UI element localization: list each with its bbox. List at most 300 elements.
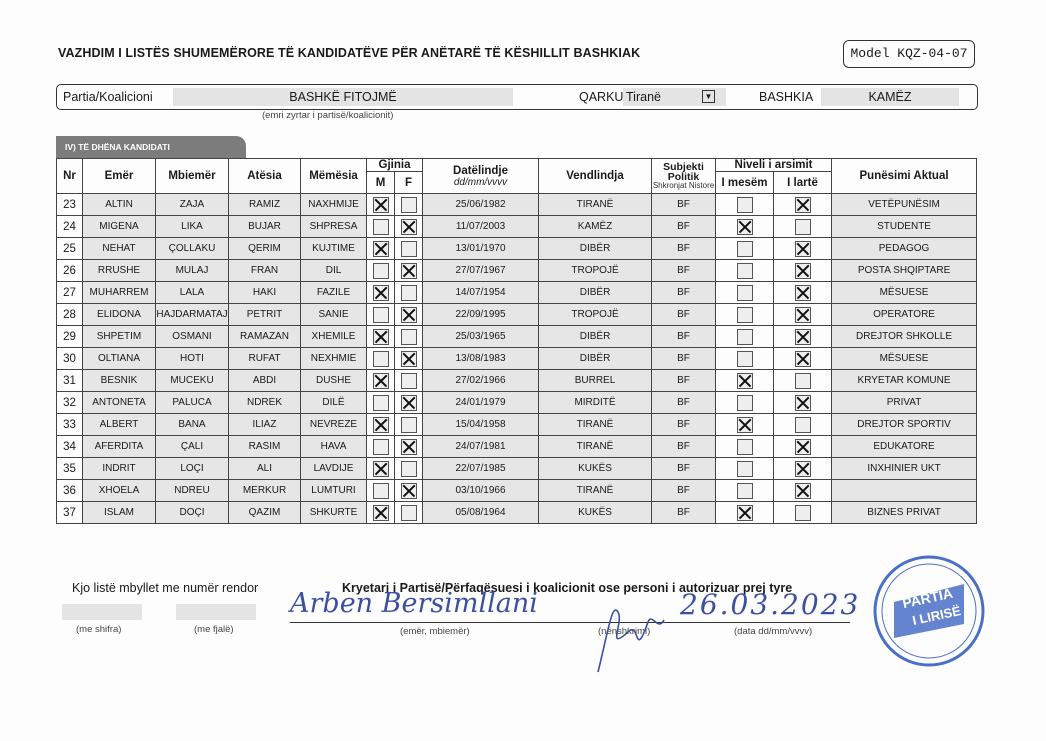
edu-mesem-cell bbox=[716, 414, 774, 436]
gender-f-cell bbox=[395, 304, 423, 326]
cell-mbiemer[interactable]: BANA bbox=[156, 414, 229, 436]
edu-mesem-checkbox[interactable] bbox=[737, 329, 753, 345]
edu-mesem-checkbox[interactable] bbox=[737, 373, 753, 389]
handwritten-date: 26.03.2023 bbox=[680, 588, 861, 621]
leader-label: Kryetari i Partisë/Përfaqësuesi i koalicionit ose personi i autorizuar prej tyre bbox=[342, 581, 793, 595]
gender-m-checkbox[interactable] bbox=[373, 373, 389, 389]
cell-place[interactable]: DIBËR bbox=[539, 238, 652, 260]
edu-mesem-checkbox[interactable] bbox=[737, 439, 753, 455]
subjekti-label: Subjekti Politik bbox=[663, 161, 704, 183]
cell-mbiemer[interactable]: ÇALI bbox=[156, 436, 229, 458]
bashkia-value[interactable]: KAMËZ bbox=[821, 88, 959, 106]
cell-mbiemer[interactable]: LIKA bbox=[156, 216, 229, 238]
cell-job[interactable]: BIZNES PRIVAT bbox=[832, 502, 977, 524]
gender-f-checkbox[interactable] bbox=[401, 417, 417, 433]
name-note: (emër, mbiemër) bbox=[400, 626, 470, 637]
cell-mbiemer[interactable]: NDREU bbox=[156, 480, 229, 502]
gender-f-cell bbox=[395, 458, 423, 480]
cell-party[interactable]: BF bbox=[652, 326, 716, 348]
edu-larte-checkbox[interactable] bbox=[795, 483, 811, 499]
edu-larte-checkbox[interactable] bbox=[795, 329, 811, 345]
edu-larte-checkbox[interactable] bbox=[795, 241, 811, 257]
edu-mesem-cell bbox=[716, 392, 774, 414]
gender-m-cell bbox=[367, 260, 395, 282]
cell-emer[interactable]: XHOELA bbox=[83, 480, 156, 502]
cell-place[interactable]: MIRDITË bbox=[539, 392, 652, 414]
table-row bbox=[57, 238, 977, 260]
cell-date[interactable]: 15/04/1958 bbox=[423, 414, 539, 436]
cell-memesia[interactable]: KUJTIME bbox=[301, 238, 367, 260]
edu-mesem-checkbox[interactable] bbox=[737, 285, 753, 301]
cell-party[interactable]: BF bbox=[652, 480, 716, 502]
cell-job[interactable] bbox=[832, 480, 977, 502]
table-row bbox=[57, 370, 977, 392]
cell-party[interactable]: BF bbox=[652, 348, 716, 370]
row-nr: 34 bbox=[57, 436, 83, 458]
edu-mesem-cell bbox=[716, 282, 774, 304]
cell-atesia[interactable]: RAMAZAN bbox=[229, 326, 301, 348]
cell-emer[interactable]: MIGENA bbox=[83, 216, 156, 238]
cell-party[interactable]: BF bbox=[652, 436, 716, 458]
qarku-value[interactable]: Tiranë bbox=[623, 88, 726, 106]
edu-larte-checkbox[interactable] bbox=[795, 351, 811, 367]
cell-place[interactable]: KAMËZ bbox=[539, 216, 652, 238]
cell-place[interactable]: TIRANË bbox=[539, 414, 652, 436]
cell-date[interactable]: 22/07/1985 bbox=[423, 458, 539, 480]
table-row bbox=[57, 480, 977, 502]
gender-m-checkbox[interactable] bbox=[373, 219, 389, 235]
edu-larte-cell bbox=[774, 260, 832, 282]
row-nr: 32 bbox=[57, 392, 83, 414]
row-nr: 26 bbox=[57, 260, 83, 282]
gender-f-checkbox[interactable] bbox=[401, 461, 417, 477]
gender-f-checkbox[interactable] bbox=[401, 329, 417, 345]
closing-label: Kjo listë mbyllet me numër rendor bbox=[72, 581, 259, 595]
cell-mbiemer[interactable]: MUCEKU bbox=[156, 370, 229, 392]
cell-place[interactable]: KUKËS bbox=[539, 458, 652, 480]
cell-memesia[interactable]: LAVDIJE bbox=[301, 458, 367, 480]
edu-larte-cell bbox=[774, 304, 832, 326]
cell-memesia[interactable]: SANIE bbox=[301, 304, 367, 326]
gender-m-cell bbox=[367, 370, 395, 392]
gender-m-checkbox[interactable] bbox=[373, 395, 389, 411]
cell-date[interactable]: 11/07/2003 bbox=[423, 216, 539, 238]
gender-m-cell bbox=[367, 392, 395, 414]
gender-m-checkbox[interactable] bbox=[373, 197, 389, 213]
cell-emer[interactable]: SHPETIM bbox=[83, 326, 156, 348]
table-row bbox=[57, 194, 977, 216]
col-vendlindja: Vendlindja bbox=[539, 159, 652, 194]
cell-party[interactable]: BF bbox=[652, 260, 716, 282]
cell-date[interactable]: 27/07/1967 bbox=[423, 260, 539, 282]
edu-mesem-cell bbox=[716, 216, 774, 238]
cell-memesia[interactable]: XHEMILE bbox=[301, 326, 367, 348]
edu-mesem-cell bbox=[716, 370, 774, 392]
cell-job[interactable]: PRIVAT bbox=[832, 392, 977, 414]
stamp-text-top: PARTIA bbox=[900, 584, 955, 612]
gender-m-checkbox[interactable] bbox=[373, 483, 389, 499]
gender-f-checkbox[interactable] bbox=[401, 483, 417, 499]
gender-f-checkbox[interactable] bbox=[401, 439, 417, 455]
edu-larte-checkbox[interactable] bbox=[795, 219, 811, 235]
gender-f-checkbox[interactable] bbox=[401, 351, 417, 367]
edu-mesem-checkbox[interactable] bbox=[737, 395, 753, 411]
cell-emer[interactable]: ANTONETA bbox=[83, 392, 156, 414]
cell-memesia[interactable]: SHKURTE bbox=[301, 502, 367, 524]
cell-job[interactable]: INXHINIER UKT bbox=[832, 458, 977, 480]
gender-m-cell bbox=[367, 304, 395, 326]
cell-party[interactable]: BF bbox=[652, 414, 716, 436]
col-emer: Emër bbox=[83, 159, 156, 194]
cell-date[interactable]: 14/07/1954 bbox=[423, 282, 539, 304]
gender-f-cell bbox=[395, 326, 423, 348]
gender-f-cell bbox=[395, 260, 423, 282]
edu-larte-cell bbox=[774, 238, 832, 260]
cell-atesia[interactable]: ABDI bbox=[229, 370, 301, 392]
cell-party[interactable]: BF bbox=[652, 216, 716, 238]
gender-m-cell bbox=[367, 480, 395, 502]
cell-place[interactable]: TIRANË bbox=[539, 436, 652, 458]
cell-job[interactable]: MËSUESE bbox=[832, 282, 977, 304]
gender-f-checkbox[interactable] bbox=[401, 373, 417, 389]
cell-emer[interactable]: ISLAM bbox=[83, 502, 156, 524]
cell-place[interactable]: DIBËR bbox=[539, 348, 652, 370]
cell-job[interactable]: PEDAGOG bbox=[832, 238, 977, 260]
digits-note: (me shifra) bbox=[76, 624, 122, 635]
info-bar bbox=[56, 84, 978, 110]
cell-atesia[interactable]: FRAN bbox=[229, 260, 301, 282]
table-row bbox=[57, 260, 977, 282]
cell-emer[interactable]: AFERDITA bbox=[83, 436, 156, 458]
gender-m-cell bbox=[367, 194, 395, 216]
gender-m-checkbox[interactable] bbox=[373, 263, 389, 279]
cell-memesia[interactable]: SHPRESA bbox=[301, 216, 367, 238]
col-subjekti bbox=[652, 159, 716, 194]
cell-party[interactable]: BF bbox=[652, 370, 716, 392]
cell-place[interactable]: DIBËR bbox=[539, 326, 652, 348]
cell-date[interactable]: 05/08/1964 bbox=[423, 502, 539, 524]
table-row bbox=[57, 304, 977, 326]
gender-f-checkbox[interactable] bbox=[401, 395, 417, 411]
gender-m-checkbox[interactable] bbox=[373, 417, 389, 433]
cell-mbiemer[interactable]: PALUCA bbox=[156, 392, 229, 414]
edu-mesem-cell bbox=[716, 260, 774, 282]
gender-f-cell bbox=[395, 238, 423, 260]
date-format: dd/mm/vvvv bbox=[453, 176, 508, 188]
edu-mesem-cell bbox=[716, 436, 774, 458]
cell-place[interactable]: DIBËR bbox=[539, 282, 652, 304]
cell-mbiemer[interactable]: HAJDARMATAJ bbox=[156, 304, 229, 326]
cell-mbiemer[interactable]: MULAJ bbox=[156, 260, 229, 282]
cell-date[interactable]: 13/08/1983 bbox=[423, 348, 539, 370]
edu-mesem-checkbox[interactable] bbox=[737, 483, 753, 499]
signature-scribble bbox=[578, 592, 668, 682]
cell-job[interactable]: POSTA SHQIPTARE bbox=[832, 260, 977, 282]
table-row bbox=[57, 458, 977, 480]
cell-date[interactable]: 22/09/1995 bbox=[423, 304, 539, 326]
gender-m-cell bbox=[367, 216, 395, 238]
cell-memesia[interactable]: NAXHMIJE bbox=[301, 194, 367, 216]
gender-m-checkbox[interactable] bbox=[373, 351, 389, 367]
edu-mesem-cell bbox=[716, 238, 774, 260]
cell-job[interactable]: OPERATORE bbox=[832, 304, 977, 326]
cell-emer[interactable]: ALTIN bbox=[83, 194, 156, 216]
row-nr: 37 bbox=[57, 502, 83, 524]
gender-f-cell bbox=[395, 414, 423, 436]
edu-larte-checkbox[interactable] bbox=[795, 285, 811, 301]
gender-m-cell bbox=[367, 238, 395, 260]
col-gjinia: Gjinia bbox=[367, 159, 423, 172]
cell-job[interactable]: KRYETAR KOMUNE bbox=[832, 370, 977, 392]
gender-m-checkbox[interactable] bbox=[373, 241, 389, 257]
table-row bbox=[57, 326, 977, 348]
date-note: (data dd/mm/vvvv) bbox=[734, 626, 813, 637]
edu-mesem-checkbox[interactable] bbox=[737, 307, 753, 323]
gender-m-checkbox[interactable] bbox=[373, 285, 389, 301]
edu-mesem-checkbox[interactable] bbox=[737, 461, 753, 477]
cell-date[interactable]: 24/07/1981 bbox=[423, 436, 539, 458]
cell-party[interactable]: BF bbox=[652, 392, 716, 414]
edu-larte-cell bbox=[774, 348, 832, 370]
closing-digits-field[interactable] bbox=[62, 604, 142, 620]
row-nr: 23 bbox=[57, 194, 83, 216]
cell-place[interactable]: TIRANË bbox=[539, 480, 652, 502]
cell-job[interactable]: MËSUESE bbox=[832, 348, 977, 370]
cell-mbiemer[interactable]: LALA bbox=[156, 282, 229, 304]
edu-larte-cell bbox=[774, 458, 832, 480]
gender-f-cell bbox=[395, 436, 423, 458]
cell-mbiemer[interactable]: OSMANI bbox=[156, 326, 229, 348]
cell-memesia[interactable]: DUSHE bbox=[301, 370, 367, 392]
gender-f-checkbox[interactable] bbox=[401, 219, 417, 235]
col-atesia: Atësia bbox=[229, 159, 301, 194]
cell-atesia[interactable]: RASIM bbox=[229, 436, 301, 458]
cell-atesia[interactable]: MERKUR bbox=[229, 480, 301, 502]
gender-f-checkbox[interactable] bbox=[401, 285, 417, 301]
edu-larte-checkbox[interactable] bbox=[795, 417, 811, 433]
edu-larte-checkbox[interactable] bbox=[795, 439, 811, 455]
edu-mesem-checkbox[interactable] bbox=[737, 505, 753, 521]
stamp-text-bottom: I LIRISË bbox=[910, 603, 963, 628]
closing-words-field[interactable] bbox=[176, 604, 256, 620]
col-datelindje bbox=[423, 159, 539, 194]
subjekti-note: Shkronjat Nistore bbox=[652, 181, 715, 190]
table-row bbox=[57, 282, 977, 304]
cell-job[interactable]: STUDENTE bbox=[832, 216, 977, 238]
edu-larte-cell bbox=[774, 216, 832, 238]
row-nr: 30 bbox=[57, 348, 83, 370]
dropdown-arrow-icon[interactable]: ▼ bbox=[702, 90, 715, 103]
gender-f-cell bbox=[395, 282, 423, 304]
cell-party[interactable]: BF bbox=[652, 502, 716, 524]
table-row bbox=[57, 392, 977, 414]
gender-f-checkbox[interactable] bbox=[401, 197, 417, 213]
cell-emer[interactable]: INDRIT bbox=[83, 458, 156, 480]
cell-job[interactable]: EDUKATORE bbox=[832, 436, 977, 458]
col-memesia: Mëmësia bbox=[301, 159, 367, 194]
col-mbiemer: Mbiemër bbox=[156, 159, 229, 194]
edu-mesem-checkbox[interactable] bbox=[737, 241, 753, 257]
table-body bbox=[57, 194, 977, 524]
gender-f-checkbox[interactable] bbox=[401, 263, 417, 279]
cell-memesia[interactable]: NEVREZE bbox=[301, 414, 367, 436]
cell-party[interactable]: BF bbox=[652, 458, 716, 480]
cell-atesia[interactable]: ILIAZ bbox=[229, 414, 301, 436]
edu-mesem-checkbox[interactable] bbox=[737, 351, 753, 367]
cell-party[interactable]: BF bbox=[652, 282, 716, 304]
edu-larte-cell bbox=[774, 194, 832, 216]
cell-atesia[interactable]: BUJAR bbox=[229, 216, 301, 238]
section-tab: IV) TË DHËNA KANDIDATI bbox=[56, 136, 246, 158]
cell-mbiemer[interactable]: ÇOLLAKU bbox=[156, 238, 229, 260]
gender-m-cell bbox=[367, 458, 395, 480]
cell-date[interactable]: 13/01/1970 bbox=[423, 238, 539, 260]
party-label: Partia/Koalicioni bbox=[63, 90, 153, 104]
col-punesimi: Punësimi Aktual bbox=[832, 159, 977, 194]
cell-date[interactable]: 24/01/1979 bbox=[423, 392, 539, 414]
cell-atesia[interactable]: PETRIT bbox=[229, 304, 301, 326]
cell-party[interactable]: BF bbox=[652, 238, 716, 260]
edu-mesem-checkbox[interactable] bbox=[737, 263, 753, 279]
cell-mbiemer[interactable]: ZAJA bbox=[156, 194, 229, 216]
signature-line bbox=[290, 622, 850, 623]
gender-m-checkbox[interactable] bbox=[373, 505, 389, 521]
party-value[interactable]: BASHKË FITOJMË bbox=[173, 88, 513, 106]
edu-larte-checkbox[interactable] bbox=[795, 373, 811, 389]
cell-job[interactable]: DREJTOR SHKOLLE bbox=[832, 326, 977, 348]
table-row bbox=[57, 348, 977, 370]
row-nr: 31 bbox=[57, 370, 83, 392]
cell-place[interactable]: TROPOJË bbox=[539, 260, 652, 282]
row-nr: 35 bbox=[57, 458, 83, 480]
cell-date[interactable]: 27/02/1966 bbox=[423, 370, 539, 392]
cell-place[interactable]: TROPOJË bbox=[539, 304, 652, 326]
gender-f-cell bbox=[395, 216, 423, 238]
edu-mesem-cell bbox=[716, 480, 774, 502]
bashkia-label: BASHKIA bbox=[759, 90, 814, 104]
gender-f-cell bbox=[395, 392, 423, 414]
cell-mbiemer[interactable]: LOÇI bbox=[156, 458, 229, 480]
cell-emer[interactable]: NEHAT bbox=[83, 238, 156, 260]
cell-place[interactable]: KUKËS bbox=[539, 502, 652, 524]
edu-larte-checkbox[interactable] bbox=[795, 461, 811, 477]
gender-f-checkbox[interactable] bbox=[401, 307, 417, 323]
gender-m-cell bbox=[367, 282, 395, 304]
edu-larte-checkbox[interactable] bbox=[795, 395, 811, 411]
cell-memesia[interactable]: NEXHMIE bbox=[301, 348, 367, 370]
edu-larte-checkbox[interactable] bbox=[795, 197, 811, 213]
gender-m-cell bbox=[367, 414, 395, 436]
edu-mesem-cell bbox=[716, 326, 774, 348]
col-mesem: I mesëm bbox=[716, 172, 774, 194]
words-note: (me fjalë) bbox=[194, 624, 234, 635]
gender-f-cell bbox=[395, 370, 423, 392]
cell-atesia[interactable]: QAZIM bbox=[229, 502, 301, 524]
cell-place[interactable]: TIRANË bbox=[539, 194, 652, 216]
gender-m-cell bbox=[367, 436, 395, 458]
cell-mbiemer[interactable]: DOÇI bbox=[156, 502, 229, 524]
cell-emer[interactable]: ELIDONA bbox=[83, 304, 156, 326]
cell-emer[interactable]: OLTIANA bbox=[83, 348, 156, 370]
cell-memesia[interactable]: DILË bbox=[301, 392, 367, 414]
edu-mesem-checkbox[interactable] bbox=[737, 197, 753, 213]
cell-job[interactable]: VETËPUNËSIM bbox=[832, 194, 977, 216]
cell-memesia[interactable]: HAVA bbox=[301, 436, 367, 458]
gender-f-cell bbox=[395, 502, 423, 524]
gender-f-checkbox[interactable] bbox=[401, 505, 417, 521]
col-niveli: Niveli i arsimit bbox=[716, 159, 832, 172]
cell-atesia[interactable]: QERIM bbox=[229, 238, 301, 260]
cell-memesia[interactable]: DIL bbox=[301, 260, 367, 282]
gender-m-checkbox[interactable] bbox=[373, 329, 389, 345]
edu-mesem-checkbox[interactable] bbox=[737, 417, 753, 433]
cell-atesia[interactable]: ALI bbox=[229, 458, 301, 480]
cell-mbiemer[interactable]: HOTI bbox=[156, 348, 229, 370]
cell-date[interactable]: 25/03/1965 bbox=[423, 326, 539, 348]
edu-mesem-cell bbox=[716, 458, 774, 480]
party-note: (emri zyrtar i partisë/koalicionit) bbox=[262, 110, 394, 121]
datelindje-label: Datëlindje bbox=[453, 164, 508, 177]
row-nr: 24 bbox=[57, 216, 83, 238]
gender-m-cell bbox=[367, 502, 395, 524]
cell-party[interactable]: BF bbox=[652, 304, 716, 326]
gender-f-checkbox[interactable] bbox=[401, 241, 417, 257]
edu-mesem-cell bbox=[716, 194, 774, 216]
cell-memesia[interactable]: FAZILE bbox=[301, 282, 367, 304]
row-nr: 36 bbox=[57, 480, 83, 502]
cell-atesia[interactable]: NDREK bbox=[229, 392, 301, 414]
edu-larte-checkbox[interactable] bbox=[795, 263, 811, 279]
candidates-table bbox=[56, 158, 977, 524]
cell-atesia[interactable]: HAKI bbox=[229, 282, 301, 304]
edu-mesem-cell bbox=[716, 348, 774, 370]
row-nr: 33 bbox=[57, 414, 83, 436]
cell-atesia[interactable]: RAMIZ bbox=[229, 194, 301, 216]
gender-m-cell bbox=[367, 326, 395, 348]
col-m: M bbox=[367, 172, 395, 194]
cell-emer[interactable]: BESNIK bbox=[83, 370, 156, 392]
page-title: VAZHDIM I LISTËS SHUMEMËRORE TË KANDIDATËVE PËR ANËTARË TË KËSHILLIT BASHKIAK bbox=[58, 46, 641, 60]
edu-larte-cell bbox=[774, 392, 832, 414]
cell-emer[interactable]: ALBERT bbox=[83, 414, 156, 436]
edu-larte-checkbox[interactable] bbox=[795, 307, 811, 323]
row-nr: 29 bbox=[57, 326, 83, 348]
gender-m-cell bbox=[367, 348, 395, 370]
cell-memesia[interactable]: LUMTURI bbox=[301, 480, 367, 502]
edu-larte-cell bbox=[774, 502, 832, 524]
table-row bbox=[57, 216, 977, 238]
table-row bbox=[57, 436, 977, 458]
gender-f-cell bbox=[395, 194, 423, 216]
row-nr: 27 bbox=[57, 282, 83, 304]
model-code: Model KQZ-04-07 bbox=[843, 40, 975, 68]
edu-larte-cell bbox=[774, 414, 832, 436]
edu-mesem-checkbox[interactable] bbox=[737, 219, 753, 235]
gender-m-checkbox[interactable] bbox=[373, 439, 389, 455]
gender-m-checkbox[interactable] bbox=[373, 461, 389, 477]
gender-m-checkbox[interactable] bbox=[373, 307, 389, 323]
cell-atesia[interactable]: RUFAT bbox=[229, 348, 301, 370]
edu-larte-checkbox[interactable] bbox=[795, 505, 811, 521]
cell-emer[interactable]: MUHARREM bbox=[83, 282, 156, 304]
table-row bbox=[57, 502, 977, 524]
cell-emer[interactable]: RRUSHE bbox=[83, 260, 156, 282]
cell-party[interactable]: BF bbox=[652, 194, 716, 216]
cell-date[interactable]: 25/06/1982 bbox=[423, 194, 539, 216]
cell-place[interactable]: BURREL bbox=[539, 370, 652, 392]
cell-job[interactable]: DREJTOR SPORTIV bbox=[832, 414, 977, 436]
cell-date[interactable]: 03/10/1966 bbox=[423, 480, 539, 502]
